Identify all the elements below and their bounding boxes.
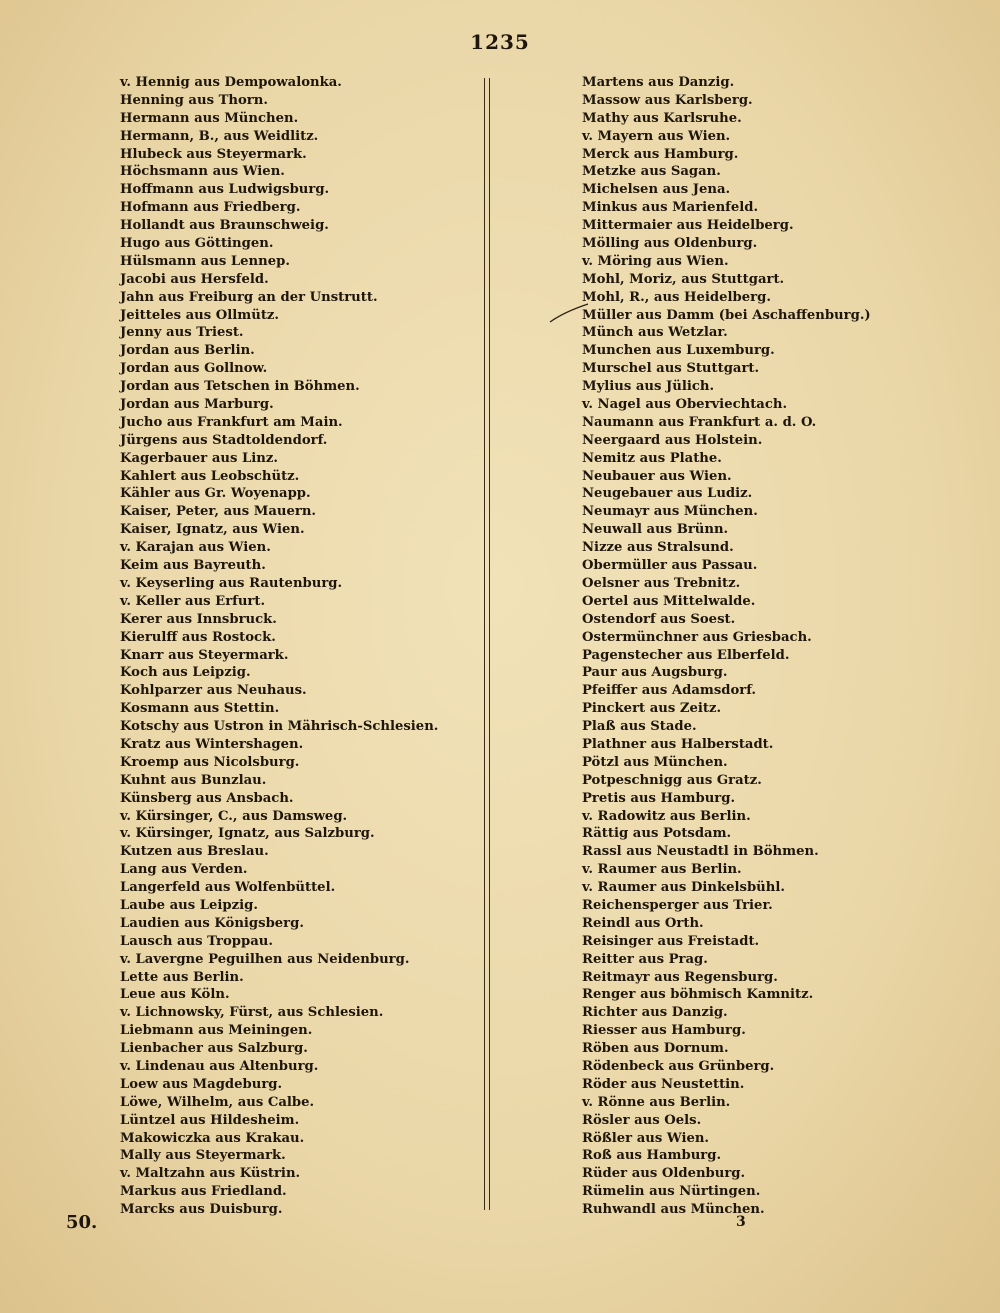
- name-entry: Koch aus Leipzig.: [120, 665, 251, 681]
- name-entry: Minkus aus Marienfeld.: [582, 200, 759, 216]
- name-entry: Oelsner aus Trebnitz.: [582, 575, 741, 591]
- name-entry: Munchen aus Luxemburg.: [582, 343, 775, 359]
- name-entry: Laudien aus Königsberg.: [120, 915, 304, 931]
- name-entry: Kagerbauer aus Linz.: [120, 450, 278, 466]
- name-entry: Pagenstecher aus Elberfeld.: [582, 647, 790, 663]
- name-entry: Richter aus Danzig.: [582, 1005, 728, 1021]
- name-entry: Potpeschnigg aus Gratz.: [582, 772, 762, 788]
- name-entry: Mölling aus Oldenburg.: [582, 236, 758, 252]
- name-entry: Höchsmann aus Wien.: [120, 164, 285, 180]
- name-entry: Röben aus Dornum.: [582, 1041, 729, 1057]
- name-entry: Nemitz aus Plathe.: [582, 450, 722, 466]
- name-entry: Mathy aus Karlsruhe.: [582, 110, 742, 126]
- name-entry: v. Lavergne Peguilhen aus Neidenburg.: [120, 951, 410, 967]
- name-entry: Hermann, B., aus Weidlitz.: [120, 128, 319, 144]
- name-entry: Rassl aus Neustadtl in Böhmen.: [582, 844, 819, 860]
- name-entry: v. Raumer aus Dinkelsbühl.: [582, 880, 785, 896]
- name-entry: Rödenbeck aus Grünberg.: [582, 1058, 775, 1074]
- name-entry: Laube aus Leipzig.: [120, 897, 258, 913]
- name-entry: v. Mayern aus Wien.: [582, 128, 731, 144]
- name-entry: Renger aus böhmisch Kamnitz.: [582, 987, 814, 1003]
- name-entry: Mohl, Moriz, aus Stuttgart.: [582, 271, 785, 287]
- name-entry: Loew aus Magdeburg.: [120, 1076, 283, 1092]
- name-entry: Kotschy aus Ustron in Mährisch-Schlesien.: [120, 719, 439, 735]
- name-entry: Jordan aus Berlin.: [120, 343, 255, 359]
- name-entry: Reitter aus Prag.: [582, 951, 708, 967]
- name-entry: Mohl, R., aus Heidelberg.: [582, 289, 771, 305]
- name-entry: Pötzl aus München.: [582, 754, 728, 770]
- name-entry: Mylius aus Jülich.: [582, 379, 715, 395]
- name-entry: Rösler aus Oels.: [582, 1112, 702, 1128]
- name-entry: Lienbacher aus Salzburg.: [120, 1041, 308, 1057]
- name-entry: Roß aus Hamburg.: [582, 1148, 722, 1164]
- name-entry: Kratz aus Wintershagen.: [120, 736, 304, 752]
- name-entry: Lang aus Verden.: [120, 862, 248, 878]
- name-entry: Oertel aus Mittelwalde.: [582, 593, 756, 609]
- name-entry: Reichensperger aus Trier.: [582, 897, 773, 913]
- name-entry: v. Kürsinger, Ignatz, aus Salzburg.: [120, 826, 375, 842]
- name-entry: Kähler aus Gr. Woyenapp.: [120, 486, 311, 502]
- name-entry: Löwe, Wilhelm, aus Calbe.: [120, 1094, 315, 1110]
- name-entry: Kaiser, Ignatz, aus Wien.: [120, 522, 305, 538]
- name-entry: Knarr aus Steyermark.: [120, 647, 289, 663]
- name-entry: v. Rönne aus Berlin.: [582, 1094, 731, 1110]
- name-entry: Röder aus Neustettin.: [582, 1076, 745, 1092]
- name-entry: Reitmayr aus Regensburg.: [582, 969, 778, 985]
- name-entry: v. Keller aus Erfurt.: [120, 593, 266, 609]
- name-entry: Lette aus Berlin.: [120, 969, 244, 985]
- name-entry: Marcks aus Duisburg.: [120, 1202, 283, 1218]
- name-entry: Mittermaier aus Heidelberg.: [582, 218, 794, 234]
- name-entry: Jordan aus Marburg.: [120, 397, 274, 413]
- name-entry: Lüntzel aus Hildesheim.: [120, 1112, 300, 1128]
- name-entry: v. Lindenau aus Altenburg.: [120, 1058, 319, 1074]
- name-entry: Mally aus Steyermark.: [120, 1148, 286, 1164]
- name-entry: Keim aus Bayreuth.: [120, 558, 266, 574]
- name-entry: Metzke aus Sagan.: [582, 164, 721, 180]
- name-entry: v. Kürsinger, C., aus Damsweg.: [120, 808, 348, 824]
- name-entry: Kohlparzer aus Neuhaus.: [120, 683, 307, 699]
- name-entry: v. Keyserling aus Rautenburg.: [120, 575, 343, 591]
- name-entry: Nizze aus Stralsund.: [582, 540, 734, 556]
- name-entry: v. Raumer aus Berlin.: [582, 862, 742, 878]
- name-entry: Jenny aus Triest.: [120, 325, 244, 341]
- name-entry: Kosmann aus Stettin.: [120, 701, 280, 717]
- signature-mark-right: 3: [736, 1214, 746, 1230]
- name-entry: Hlubeck aus Steyermark.: [120, 146, 307, 162]
- name-entry: v. Lichnowsky, Fürst, aus Schlesien.: [120, 1005, 384, 1021]
- name-entry: Hermann aus München.: [120, 110, 299, 126]
- name-entry: Münch aus Wetzlar.: [582, 325, 728, 341]
- right-name-column: [582, 74, 982, 1219]
- name-entry: v. Radowitz aus Berlin.: [582, 808, 751, 824]
- name-entry: Ostendorf aus Soest.: [582, 611, 736, 627]
- name-entry: Jahn aus Freiburg an der Unstrutt.: [120, 289, 378, 305]
- name-entry: Lausch aus Troppau.: [120, 933, 273, 949]
- name-entry: Naumann aus Frankfurt a. d. O.: [582, 414, 817, 430]
- name-entry: Massow aus Karlsberg.: [582, 92, 753, 108]
- signature-mark-left: 50.: [66, 1212, 98, 1233]
- name-entry: Rümelin aus Nürtingen.: [582, 1184, 761, 1200]
- name-entry: Kaiser, Peter, aus Mauern.: [120, 504, 317, 520]
- name-entry: Ruhwandl aus München.: [582, 1202, 765, 1218]
- name-entry: Makowiczka aus Krakau.: [120, 1130, 305, 1146]
- name-entry: Riesser aus Hamburg.: [582, 1023, 746, 1039]
- name-entry: Rüder aus Oldenburg.: [582, 1166, 746, 1182]
- name-entry: Liebmann aus Meiningen.: [120, 1023, 313, 1039]
- name-entry: Kutzen aus Breslau.: [120, 844, 269, 860]
- name-entry: Michelsen aus Jena.: [582, 182, 731, 198]
- name-entry: Rättig aus Potsdam.: [582, 826, 732, 842]
- name-entry: Merck aus Hamburg.: [582, 146, 739, 162]
- name-entry: Henning aus Thorn.: [120, 92, 268, 108]
- name-entry: Hollandt aus Braunschweig.: [120, 218, 329, 234]
- name-entry: Leue aus Köln.: [120, 987, 230, 1003]
- name-entry: Neergaard aus Holstein.: [582, 432, 763, 448]
- name-entry: Kerer aus Innsbruck.: [120, 611, 277, 627]
- name-entry: Pretis aus Hamburg.: [582, 790, 736, 806]
- name-entry: Hofmann aus Friedberg.: [120, 200, 301, 216]
- name-entry: v. Nagel aus Oberviechtach.: [582, 397, 788, 413]
- name-entry: Neugebauer aus Ludiz.: [582, 486, 753, 502]
- name-entry: Reindl aus Orth.: [582, 915, 704, 931]
- name-entry: Reisinger aus Freistadt.: [582, 933, 760, 949]
- name-entry: Neuwall aus Brünn.: [582, 522, 729, 538]
- name-entry: Jacobi aus Hersfeld.: [120, 271, 269, 287]
- name-entry: Kierulff aus Rostock.: [120, 629, 276, 645]
- name-entry: Paur aus Augsburg.: [582, 665, 728, 681]
- name-entry: Pinckert aus Zeitz.: [582, 701, 722, 717]
- name-entry: Künsberg aus Ansbach.: [120, 790, 294, 806]
- name-entry: Hoffmann aus Ludwigsburg.: [120, 182, 330, 198]
- name-entry: Ostermünchner aus Griesbach.: [582, 629, 812, 645]
- name-entry: Kuhnt aus Bunzlau.: [120, 772, 267, 788]
- name-entry: v. Karajan aus Wien.: [120, 540, 271, 556]
- name-entry: Jürgens aus Stadtoldendorf.: [120, 432, 328, 448]
- name-entry: Hugo aus Göttingen.: [120, 236, 274, 252]
- name-entry: Rößler aus Wien.: [582, 1130, 710, 1146]
- page-number: 1235: [470, 30, 530, 54]
- name-entry: Obermüller aus Passau.: [582, 558, 758, 574]
- pen-mark-icon: [548, 302, 592, 324]
- name-entry: Plathner aus Halberstadt.: [582, 736, 774, 752]
- name-entry: Hülsmann aus Lennep.: [120, 253, 290, 269]
- name-entry: Langerfeld aus Wolfenbüttel.: [120, 880, 336, 896]
- column-divider: [484, 78, 490, 1210]
- left-name-column: [120, 74, 480, 1219]
- name-entry: Neubauer aus Wien.: [582, 468, 732, 484]
- name-entry: Kroemp aus Nicolsburg.: [120, 754, 300, 770]
- name-entry: Murschel aus Stuttgart.: [582, 361, 760, 377]
- name-entry: Jordan aus Gollnow.: [120, 361, 268, 377]
- name-entry: v. Maltzahn aus Küstrin.: [120, 1166, 301, 1182]
- name-entry: Müller aus Damm (bei Aschaffenburg.): [582, 307, 871, 323]
- name-entry: Jordan aus Tetschen in Böhmen.: [120, 379, 360, 395]
- name-entry: Kahlert aus Leobschütz.: [120, 468, 300, 484]
- name-entry: Markus aus Friedland.: [120, 1184, 287, 1200]
- name-entry: Pfeiffer aus Adamsdorf.: [582, 683, 757, 699]
- name-entry: Martens aus Danzig.: [582, 75, 735, 90]
- name-entry: v. Hennig aus Dempowalonka.: [120, 75, 342, 90]
- name-entry: Jucho aus Frankfurt am Main.: [120, 414, 343, 430]
- name-entry: Jeitteles aus Ollmütz.: [120, 307, 279, 323]
- name-entry: Neumayr aus München.: [582, 504, 758, 520]
- name-entry: Plaß aus Stade.: [582, 719, 697, 735]
- name-entry: v. Möring aus Wien.: [582, 253, 729, 269]
